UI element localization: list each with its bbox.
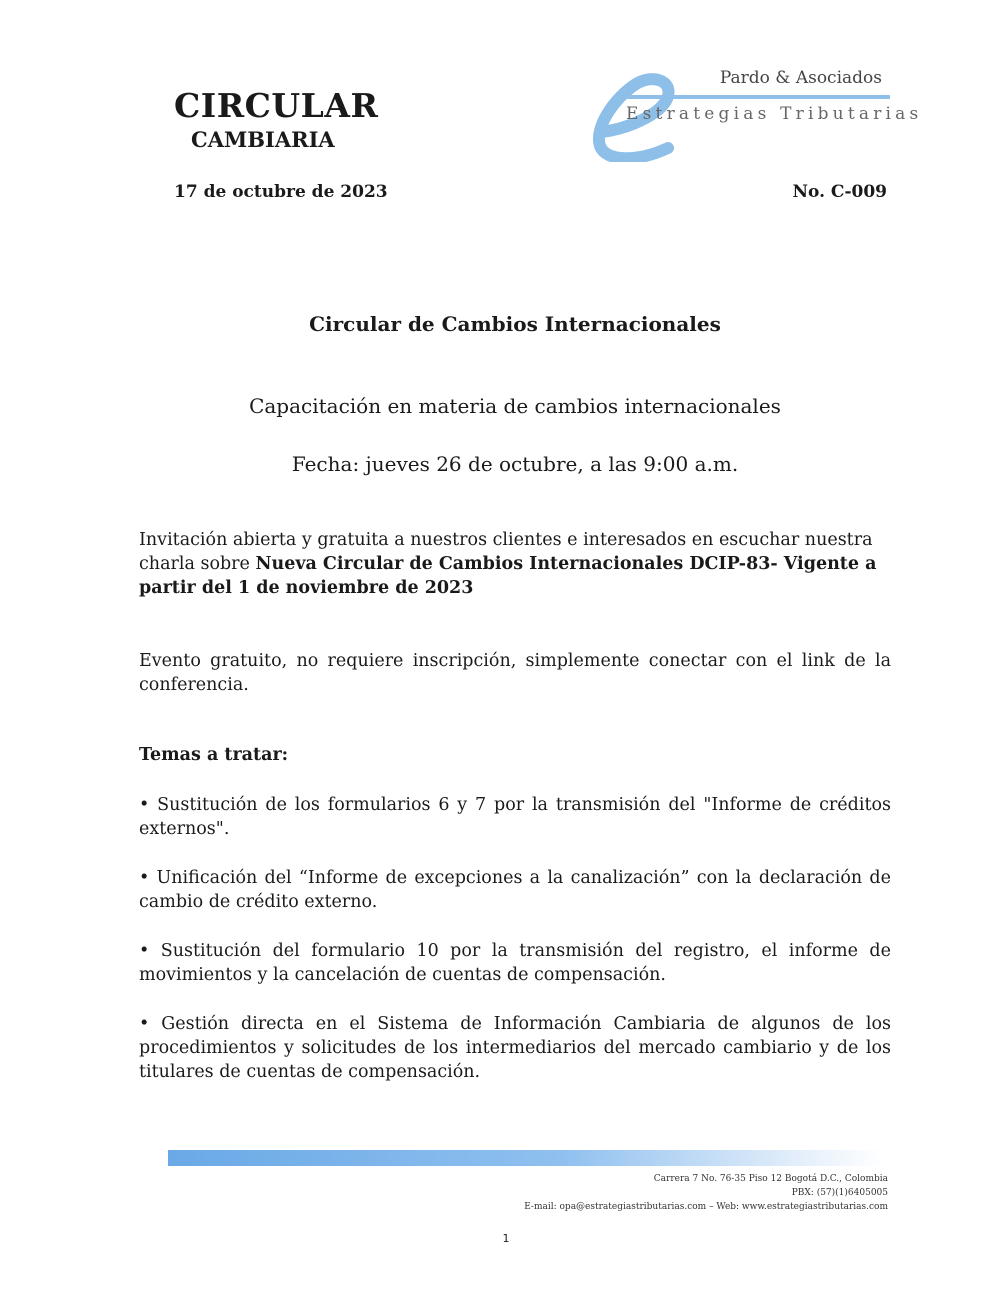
topic-item: • Sustitución de los formularios 6 y 7 por la transmisión del "Informe de créditos externos".	[139, 795, 891, 839]
document-title: CIRCULAR	[174, 86, 379, 125]
topic-item: • Sustitución del formulario 10 por la transmisión del registro, el informe de movimientos y la cancelación de cuentas de compensación.	[139, 941, 891, 985]
footer-bar	[168, 1150, 883, 1166]
topics-heading: Temas a tratar:	[139, 745, 289, 765]
footer-phone: PBX: (57)(1)6405005	[791, 1188, 888, 1198]
document-subtitle: CAMBIARIA	[191, 127, 335, 152]
circular-number: No. C-009	[792, 182, 887, 202]
footer-address: Carrera 7 No. 76-35 Piso 12 Bogotá D.C., Colombia	[653, 1174, 888, 1184]
logo-divider	[620, 95, 890, 99]
event-paragraph: Evento gratuito, no requiere inscripción, simplemente conectar con el link de la conferencia.	[139, 651, 891, 695]
invitation-bold-text: Nueva Circular de Cambios Internacionales DCIP-83- Vigente a partir del 1 de noviembre de 2023	[139, 554, 877, 598]
circular-date: 17 de octubre de 2023	[174, 182, 388, 202]
footer-contact	[524, 1172, 888, 1214]
company-logo	[592, 66, 923, 162]
logo-company-name: Estrategias Tributarias	[626, 104, 923, 124]
logo-firm-name: Pardo & Asociados	[719, 68, 882, 88]
page-number: 1	[502, 1232, 510, 1245]
invitation-paragraph	[139, 528, 891, 600]
training-title: Capacitación en materia de cambios internacionales	[249, 394, 781, 418]
topic-item: • Unificación del “Informe de excepciones a la canalización” con la declaración de cambio de crédito externo.	[139, 868, 891, 912]
invitation-text: Invitación abierta y gratuita a nuestros clientes e interesados en escuchar nuestra charla sobre	[139, 530, 873, 574]
topic-item: • Gestión directa en el Sistema de Información Cambiaria de algunos de los procedimientos y solicitudes de los intermediarios del mercado cambiario y de los titulares de cuentas de compensación.	[139, 1014, 891, 1082]
footer-email-web: E-mail: opa@estrategiastributarias.com – Web: www.estrategiastributarias.com	[524, 1202, 888, 1212]
event-date: Fecha: jueves 26 de octubre, a las 9:00 a.m.	[291, 452, 739, 476]
main-heading: Circular de Cambios Internacionales	[309, 312, 721, 336]
